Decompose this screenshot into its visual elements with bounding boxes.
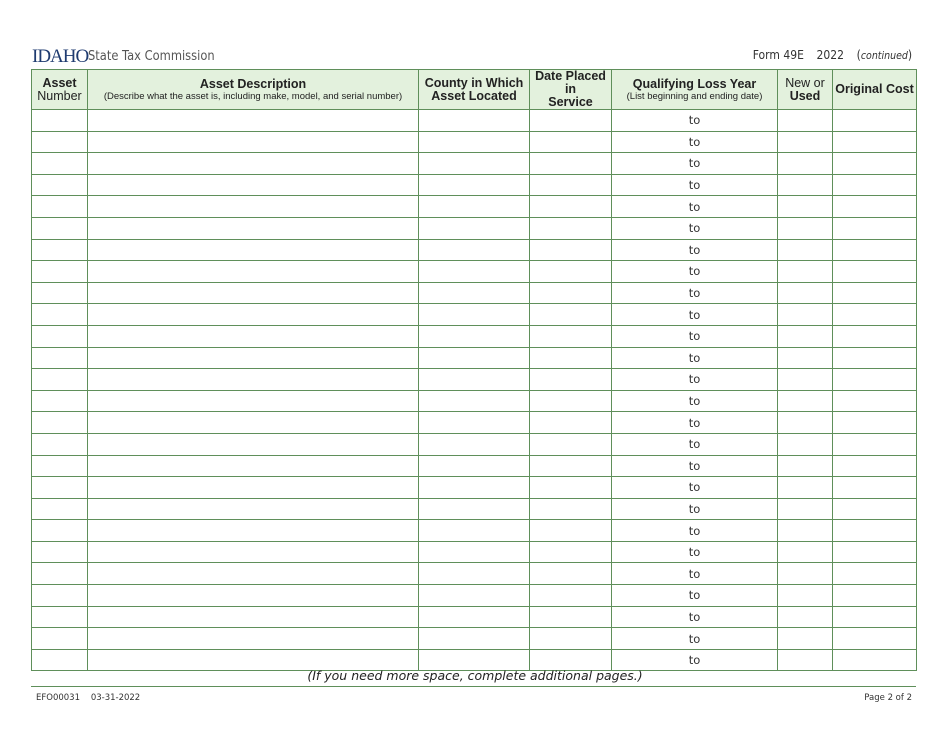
county-cell[interactable] <box>419 455 530 477</box>
table-row <box>32 585 917 607</box>
table-row <box>32 390 917 412</box>
asset-number-cell[interactable] <box>32 347 88 369</box>
date-placed-cell[interactable] <box>530 563 612 585</box>
original-cost-cell[interactable] <box>833 153 917 175</box>
date-placed-cell[interactable] <box>530 628 612 650</box>
new-or-used-cell[interactable] <box>778 498 833 520</box>
date-placed-cell[interactable] <box>530 390 612 412</box>
county-cell[interactable] <box>419 390 530 412</box>
table-row <box>32 606 917 628</box>
qualifying-loss-year-cell[interactable]: to <box>612 282 778 304</box>
county-cell[interactable] <box>419 412 530 434</box>
asset-number-cell[interactable] <box>32 585 88 607</box>
col-qualifying-loss-year: Qualifying Loss Year (List beginning and ending date) <box>612 70 778 110</box>
new-or-used-cell[interactable] <box>778 585 833 607</box>
new-or-used-cell[interactable] <box>778 477 833 499</box>
idaho-logo: IDAHO <box>32 46 89 67</box>
qualifying-loss-year-cell[interactable]: to <box>612 153 778 175</box>
table-row <box>32 412 917 434</box>
new-or-used-cell[interactable] <box>778 606 833 628</box>
qualifying-loss-year-cell[interactable]: to <box>612 261 778 283</box>
date-placed-cell[interactable] <box>530 477 612 499</box>
asset-number-cell[interactable] <box>32 628 88 650</box>
asset-number-cell[interactable] <box>32 131 88 153</box>
original-cost-cell[interactable] <box>833 477 917 499</box>
qualifying-loss-year-cell[interactable]: to <box>612 217 778 239</box>
more-space-note: (If you need more space, complete additional pages.) <box>307 668 643 683</box>
original-cost-cell[interactable] <box>833 239 917 261</box>
asset-description-cell[interactable] <box>88 390 419 412</box>
qualifying-loss-year-cell[interactable]: to <box>612 325 778 347</box>
asset-description-cell[interactable] <box>88 369 419 391</box>
asset-number-cell[interactable] <box>32 390 88 412</box>
asset-description-cell[interactable] <box>88 520 419 542</box>
county-cell[interactable] <box>419 520 530 542</box>
new-or-used-cell[interactable] <box>778 347 833 369</box>
county-cell[interactable] <box>419 196 530 218</box>
county-cell[interactable] <box>419 477 530 499</box>
original-cost-cell[interactable] <box>833 261 917 283</box>
asset-table <box>31 69 917 671</box>
qualifying-loss-year-cell[interactable]: to <box>612 239 778 261</box>
original-cost-cell[interactable] <box>833 174 917 196</box>
table-row <box>32 628 917 650</box>
original-cost-cell[interactable] <box>833 433 917 455</box>
asset-number-cell[interactable] <box>32 153 88 175</box>
original-cost-cell[interactable] <box>833 520 917 542</box>
county-cell[interactable] <box>419 153 530 175</box>
asset-number-cell[interactable] <box>32 261 88 283</box>
asset-description-cell[interactable] <box>88 433 419 455</box>
original-cost-cell[interactable] <box>833 628 917 650</box>
date-placed-cell[interactable] <box>530 196 612 218</box>
new-or-used-cell[interactable] <box>778 520 833 542</box>
asset-description-cell[interactable] <box>88 628 419 650</box>
col-original-cost: Original Cost <box>833 70 917 110</box>
asset-number-cell[interactable] <box>32 196 88 218</box>
form-identifier <box>740 48 912 62</box>
qualifying-loss-year-cell[interactable]: to <box>612 628 778 650</box>
original-cost-cell[interactable] <box>833 110 917 132</box>
asset-description-cell[interactable] <box>88 261 419 283</box>
asset-description-cell[interactable] <box>88 541 419 563</box>
new-or-used-cell[interactable] <box>778 239 833 261</box>
continued-label: (continued) <box>856 48 912 62</box>
date-placed-cell[interactable] <box>530 520 612 542</box>
county-cell[interactable] <box>419 261 530 283</box>
asset-description-cell[interactable] <box>88 585 419 607</box>
original-cost-cell[interactable] <box>833 563 917 585</box>
asset-number-cell[interactable] <box>32 110 88 132</box>
new-or-used-cell[interactable] <box>778 261 833 283</box>
original-cost-cell[interactable] <box>833 498 917 520</box>
col-new-or-used: New or Used <box>778 70 833 110</box>
asset-description-cell[interactable] <box>88 110 419 132</box>
original-cost-cell[interactable] <box>833 606 917 628</box>
date-placed-cell[interactable] <box>530 433 612 455</box>
new-or-used-cell[interactable] <box>778 369 833 391</box>
asset-description-cell[interactable] <box>88 563 419 585</box>
county-cell[interactable] <box>419 174 530 196</box>
new-or-used-cell[interactable] <box>778 131 833 153</box>
date-placed-cell[interactable] <box>530 585 612 607</box>
asset-number-cell[interactable] <box>32 325 88 347</box>
table-row <box>32 153 917 175</box>
qualifying-loss-year-cell[interactable]: to <box>612 369 778 391</box>
asset-number-cell[interactable] <box>32 282 88 304</box>
table-row <box>32 174 917 196</box>
original-cost-cell[interactable] <box>833 196 917 218</box>
new-or-used-cell[interactable] <box>778 153 833 175</box>
asset-description-cell[interactable] <box>88 304 419 326</box>
qualifying-loss-year-cell[interactable]: to <box>612 606 778 628</box>
county-cell[interactable] <box>419 498 530 520</box>
table-row <box>32 347 917 369</box>
county-cell[interactable] <box>419 585 530 607</box>
county-cell[interactable] <box>419 304 530 326</box>
new-or-used-cell[interactable] <box>778 174 833 196</box>
county-cell[interactable] <box>419 110 530 132</box>
qualifying-loss-year-cell[interactable]: to <box>612 585 778 607</box>
asset-number-cell[interactable] <box>32 455 88 477</box>
table-row <box>32 110 917 132</box>
date-placed-cell[interactable] <box>530 304 612 326</box>
asset-description-cell[interactable] <box>88 498 419 520</box>
county-cell[interactable] <box>419 131 530 153</box>
qualifying-loss-year-cell[interactable]: to <box>612 174 778 196</box>
table-row <box>32 477 917 499</box>
new-or-used-cell[interactable] <box>778 433 833 455</box>
new-or-used-cell[interactable] <box>778 304 833 326</box>
new-or-used-cell[interactable] <box>778 325 833 347</box>
table-row <box>32 239 917 261</box>
qualifying-loss-year-cell[interactable]: to <box>612 110 778 132</box>
asset-number-cell[interactable] <box>32 477 88 499</box>
qualifying-loss-year-cell[interactable]: to <box>612 347 778 369</box>
qualifying-loss-year-cell[interactable]: to <box>612 433 778 455</box>
original-cost-cell[interactable] <box>833 282 917 304</box>
date-placed-cell[interactable] <box>530 239 612 261</box>
date-placed-cell[interactable] <box>530 412 612 434</box>
asset-description-cell[interactable] <box>88 239 419 261</box>
qualifying-loss-year-cell[interactable]: to <box>612 563 778 585</box>
table-row <box>32 261 917 283</box>
asset-description-cell[interactable] <box>88 196 419 218</box>
county-cell[interactable] <box>419 239 530 261</box>
county-cell[interactable] <box>419 369 530 391</box>
page-number: Page 2 of 2 <box>864 693 912 703</box>
table-row <box>32 455 917 477</box>
new-or-used-cell[interactable] <box>778 541 833 563</box>
new-or-used-cell[interactable] <box>778 628 833 650</box>
form-number: Form 49E <box>752 48 804 62</box>
qualifying-loss-year-cell[interactable]: to <box>612 455 778 477</box>
col-asset-description: Asset Description (Describe what the asset is, including make, model, and serial number) <box>88 70 419 110</box>
asset-description-cell[interactable] <box>88 174 419 196</box>
table-row <box>32 282 917 304</box>
asset-description-cell[interactable] <box>88 477 419 499</box>
new-or-used-cell[interactable] <box>778 390 833 412</box>
asset-description-cell[interactable] <box>88 412 419 434</box>
asset-number-cell[interactable] <box>32 217 88 239</box>
form-year: 2022 <box>816 48 844 62</box>
original-cost-cell[interactable] <box>833 412 917 434</box>
agency-name: State Tax Commission <box>88 48 215 64</box>
asset-number-cell[interactable] <box>32 174 88 196</box>
table-row <box>32 196 917 218</box>
date-placed-cell[interactable] <box>530 110 612 132</box>
qualifying-loss-year-cell[interactable]: to <box>612 520 778 542</box>
asset-description-cell[interactable] <box>88 606 419 628</box>
date-placed-cell[interactable] <box>530 261 612 283</box>
asset-description-cell[interactable] <box>88 325 419 347</box>
table-row <box>32 217 917 239</box>
county-cell[interactable] <box>419 433 530 455</box>
asset-description-cell[interactable] <box>88 217 419 239</box>
date-placed-cell[interactable] <box>530 131 612 153</box>
qualifying-loss-year-cell[interactable]: to <box>612 541 778 563</box>
original-cost-cell[interactable] <box>833 325 917 347</box>
qualifying-loss-year-cell[interactable]: to <box>612 477 778 499</box>
county-cell[interactable] <box>419 217 530 239</box>
asset-number-cell[interactable] <box>32 412 88 434</box>
date-placed-cell[interactable] <box>530 174 612 196</box>
table-row <box>32 563 917 585</box>
original-cost-cell[interactable] <box>833 585 917 607</box>
new-or-used-cell[interactable] <box>778 282 833 304</box>
original-cost-cell[interactable] <box>833 217 917 239</box>
date-placed-cell[interactable] <box>530 325 612 347</box>
date-placed-cell[interactable] <box>530 541 612 563</box>
asset-number-cell[interactable] <box>32 520 88 542</box>
original-cost-cell[interactable] <box>833 369 917 391</box>
new-or-used-cell[interactable] <box>778 412 833 434</box>
date-placed-cell[interactable] <box>530 347 612 369</box>
asset-number-cell[interactable] <box>32 433 88 455</box>
col-county: County in Which Asset Located <box>419 70 530 110</box>
qualifying-loss-year-cell[interactable]: to <box>612 131 778 153</box>
asset-number-cell[interactable] <box>32 541 88 563</box>
table-row <box>32 325 917 347</box>
asset-description-cell[interactable] <box>88 455 419 477</box>
asset-number-cell[interactable] <box>32 304 88 326</box>
col-asset-number: Asset Number <box>32 70 88 110</box>
table-row <box>32 498 917 520</box>
asset-number-cell[interactable] <box>32 239 88 261</box>
date-placed-cell[interactable] <box>530 455 612 477</box>
new-or-used-cell[interactable] <box>778 196 833 218</box>
table-row <box>32 304 917 326</box>
asset-description-cell[interactable] <box>88 347 419 369</box>
col-date-placed: Date Placed in Service <box>530 70 612 110</box>
date-placed-cell[interactable] <box>530 498 612 520</box>
asset-number-cell[interactable] <box>32 369 88 391</box>
original-cost-cell[interactable] <box>833 390 917 412</box>
asset-description-cell[interactable] <box>88 282 419 304</box>
county-cell[interactable] <box>419 325 530 347</box>
original-cost-cell[interactable] <box>833 347 917 369</box>
original-cost-cell[interactable] <box>833 131 917 153</box>
form-code: EFO00031 03-31-2022 <box>36 693 141 703</box>
asset-number-cell[interactable] <box>32 563 88 585</box>
table-row <box>32 369 917 391</box>
qualifying-loss-year-cell[interactable]: to <box>612 498 778 520</box>
qualifying-loss-year-cell[interactable]: to <box>612 649 778 671</box>
date-placed-cell[interactable] <box>530 217 612 239</box>
new-or-used-cell[interactable] <box>778 217 833 239</box>
date-placed-cell[interactable] <box>530 153 612 175</box>
asset-description-cell[interactable] <box>88 153 419 175</box>
asset-number-cell[interactable] <box>32 606 88 628</box>
county-cell[interactable] <box>419 628 530 650</box>
original-cost-cell[interactable] <box>833 455 917 477</box>
qualifying-loss-year-cell[interactable]: to <box>612 412 778 434</box>
county-cell[interactable] <box>419 541 530 563</box>
qualifying-loss-year-cell[interactable]: to <box>612 390 778 412</box>
county-cell[interactable] <box>419 606 530 628</box>
date-placed-cell[interactable] <box>530 282 612 304</box>
table-row <box>32 541 917 563</box>
new-or-used-cell[interactable] <box>778 563 833 585</box>
table-row <box>32 433 917 455</box>
original-cost-cell[interactable] <box>833 541 917 563</box>
county-cell[interactable] <box>419 347 530 369</box>
qualifying-loss-year-cell[interactable]: to <box>612 196 778 218</box>
county-cell[interactable] <box>419 282 530 304</box>
asset-description-cell[interactable] <box>88 131 419 153</box>
county-cell[interactable] <box>419 563 530 585</box>
qualifying-loss-year-cell[interactable]: to <box>612 304 778 326</box>
table-row <box>32 131 917 153</box>
new-or-used-cell[interactable] <box>778 110 833 132</box>
asset-number-cell[interactable] <box>32 498 88 520</box>
footer-divider <box>31 686 916 687</box>
date-placed-cell[interactable] <box>530 369 612 391</box>
original-cost-cell[interactable] <box>833 304 917 326</box>
table-row <box>32 520 917 542</box>
new-or-used-cell[interactable] <box>778 455 833 477</box>
date-placed-cell[interactable] <box>530 606 612 628</box>
